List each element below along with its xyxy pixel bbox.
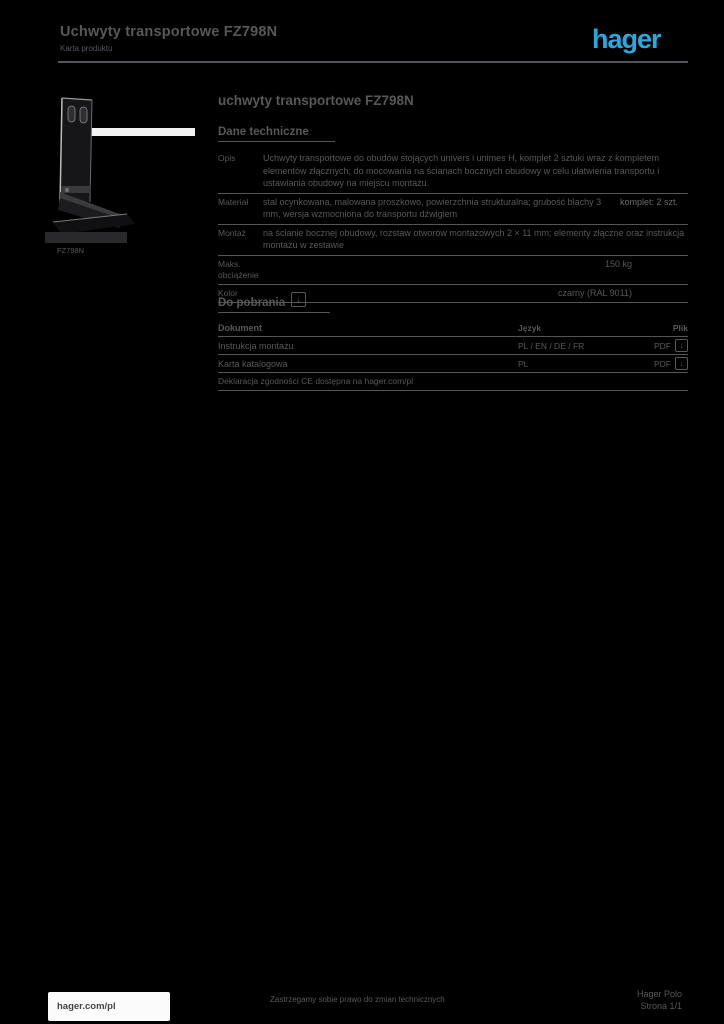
download-icon[interactable]: ↓: [675, 357, 688, 370]
website-link[interactable]: [48, 992, 170, 1021]
page-title: uchwyty transportowe FZ798N: [218, 93, 414, 108]
spec-label: Opis: [218, 153, 236, 163]
website-link-label: hager.com/pl: [57, 1001, 116, 1012]
table-note: Deklaracja zgodności CE dostępna na hager.com/pl: [218, 373, 688, 391]
spec-value: czarny (RAL 9011): [557, 287, 632, 298]
column-header-file: [638, 323, 688, 333]
table-row[interactable]: [218, 355, 688, 373]
product-image: [45, 90, 205, 245]
table-row[interactable]: [218, 337, 688, 355]
spec-label: Materiał: [218, 196, 249, 207]
document-name: Karta katalogowa: [218, 358, 288, 369]
spec-value: 150 kg: [604, 258, 632, 269]
spec-label: Kolor: [218, 287, 238, 298]
document-subtitle: Karta produktu: [60, 44, 113, 53]
spec-label: Montaż: [218, 227, 246, 238]
spec-note: komplet: 2 szt.: [619, 196, 678, 207]
column-header-document: Dokument: [218, 323, 263, 333]
hager-logo: hager: [592, 24, 661, 54]
spec-table: [218, 150, 688, 303]
footer-company: Hager Polo: [636, 989, 682, 999]
section-heading-technical: Dane techniczne: [218, 126, 335, 142]
spec-label: Maks. obciążenie: [218, 258, 259, 280]
spec-value: na ścianie bocznej obudowy, rozstaw otworów montażowych 2 × 11 mm; elementy złączne oraz instrukcja montażu w zestawie: [263, 227, 685, 250]
mounting-slot: [68, 106, 75, 122]
mounting-slot: [80, 107, 87, 123]
document-name: Instrukcja montażu: [218, 340, 294, 351]
product-reference: FZ798N: [57, 246, 85, 255]
column-header-language: Język: [518, 323, 542, 333]
section-heading-downloads: [218, 294, 330, 313]
document-language: PL: [518, 358, 529, 369]
table-row: [218, 225, 688, 256]
file-type-label: PDF: [654, 358, 671, 369]
footer-disclaimer: Zastrzegamy sobie prawo do zmian technicznych: [270, 995, 445, 1004]
table-row: [218, 194, 688, 225]
table-row: [218, 150, 688, 194]
column-header-file-label: Plik: [672, 323, 688, 333]
table-row: [218, 256, 688, 285]
table-header-row: [218, 320, 688, 337]
file-type-label: PDF: [654, 340, 671, 351]
header-divider: [58, 61, 688, 63]
document-file: [638, 339, 688, 352]
footer-page-info: [637, 988, 682, 1012]
photo-background-strip: [90, 128, 195, 136]
spec-value: [263, 196, 688, 221]
document-file: [638, 357, 688, 370]
section-heading-label: Do pobrania: [218, 297, 286, 309]
spec-value-text: stal ocynkowana, malowana proszkowo, powierzchnia strukturalna; grubość blachy 3 mm, wersja wzmocniona do transportu dźwigiem: [263, 196, 602, 219]
download-icon[interactable]: ↓: [291, 292, 306, 307]
document-title: Uchwyty transportowe FZ798N: [60, 24, 278, 40]
footer-page-number: Strona 1/1: [640, 1001, 682, 1011]
document-language: PL / EN / DE / FR: [518, 340, 585, 351]
spec-value: Uchwyty transportowe do obudów stojących univers i unimes H, komplet 2 sztuki wraz z kompletem elementów złącznych; do mocowania na ścianach bocznych obudowy w celu ułatwienia transportu i ustawiania obudowy na miejscu montażu.: [263, 153, 660, 188]
download-icon[interactable]: ↓: [675, 339, 688, 352]
downloads-table: [218, 320, 688, 391]
photo-shadow: [45, 232, 127, 243]
